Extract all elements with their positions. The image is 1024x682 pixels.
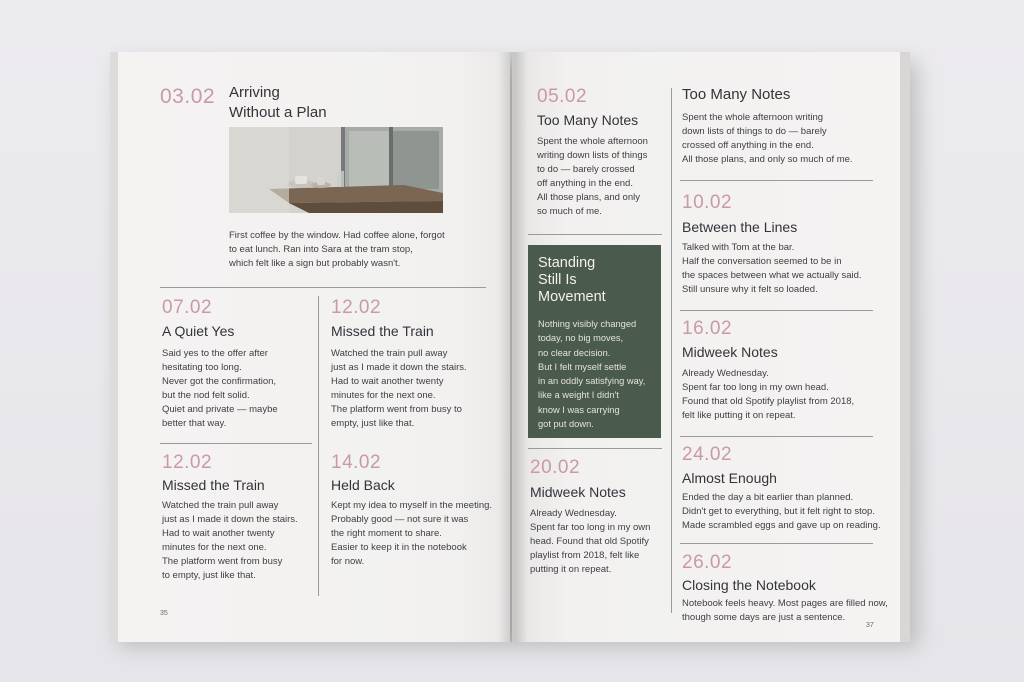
entry-0302-date: 03.02 (160, 85, 216, 108)
feature-title-line: Standing (538, 255, 596, 271)
entry-0702-title: A Quiet Yes (162, 323, 235, 339)
entry-2402-title: Almost Enough (682, 470, 777, 486)
entry-top-line: crossed off anything in the end. (682, 140, 814, 151)
column-divider (671, 88, 672, 613)
entry-1002-date: 10.02 (682, 192, 733, 213)
entry-1002-line: the spaces between what we actually said. (682, 270, 862, 281)
entry-0702-line: but the nod felt solid. (162, 390, 250, 401)
entry-0702-line: Said yes to the offer after (162, 348, 268, 359)
entry-1002-body (682, 241, 862, 297)
column-divider (318, 296, 319, 596)
feature-line: like a weight I didn't (538, 390, 619, 401)
entry-1002-line: Half the conversation seemed to be in (682, 256, 842, 267)
entry-top-title: Too Many Notes (682, 86, 791, 103)
entry-1202a-title: Missed the Train (331, 323, 434, 339)
entry-2602-line: Notebook feels heavy. Most pages are filled now, (682, 598, 888, 609)
entry-1202a-line: The platform went from busy to (331, 404, 462, 415)
entry-0302-line: which felt like a sign but probably wasn't. (229, 258, 401, 269)
entry-1202a-date: 12.02 (331, 297, 382, 318)
entry-1202b-line: The platform went from busy (162, 556, 283, 567)
feature-body (538, 317, 645, 431)
entry-1402-title: Held Back (331, 477, 395, 493)
entry-1202b-line: minutes for the next one. (162, 542, 267, 553)
entry-2402-line: Didn't get to everything, but it felt right to stop. (682, 506, 875, 517)
entry-2402-body (682, 491, 881, 533)
entry-1402-line: Kept my idea to myself in the meeting. (331, 500, 493, 511)
entry-2002-line: putting it on repeat. (530, 564, 612, 575)
entry-2602-title: Closing the Notebook (682, 577, 816, 593)
divider (160, 443, 312, 444)
entry-2602-body (682, 597, 888, 625)
entry-1202a-line: Had to wait another twenty (331, 376, 444, 387)
entry-0502-line: Spent the whole afternoon (537, 136, 648, 147)
left-page-number: 35 (160, 610, 168, 617)
entry-2402-line: Ended the day a bit earlier than planned. (682, 492, 854, 503)
entry-1602-title: Midweek Notes (682, 344, 778, 360)
entry-1402-line: for now. (331, 556, 365, 567)
feature-line: in an oddly satisfying way, (538, 376, 646, 387)
coffee-window-photo (229, 127, 443, 213)
entry-1002-title: Between the Lines (682, 219, 798, 235)
entry-top-line: down lists of things to do — barely (682, 126, 827, 137)
entry-2002-line: Spent far too long in my own (530, 522, 651, 533)
entry-0702-line: better that way. (162, 418, 227, 429)
entry-0302-title (229, 83, 327, 123)
entry-1002-line: Talked with Tom at the bar. (682, 242, 795, 253)
entry-1202b-line: Watched the train pull away (162, 500, 279, 511)
divider (680, 310, 873, 311)
entry-1402-line: Probably good — not sure it was (331, 514, 469, 525)
divider (680, 543, 873, 544)
entry-0502-body (537, 135, 648, 219)
entry-1402-date: 14.02 (331, 452, 382, 473)
entry-top-line: Spent the whole afternoon writing (682, 112, 824, 123)
entry-2602-line: though some days are just a sentence. (682, 612, 846, 623)
divider (528, 448, 662, 449)
entry-0502-title: Too Many Notes (537, 112, 639, 128)
entry-0302-title-line2: Without a Plan (229, 104, 327, 121)
entry-1002-line: Still unsure why it felt so loaded. (682, 284, 818, 295)
entry-2402-date: 24.02 (682, 444, 733, 465)
entry-0502-line: All those plans, and only (537, 192, 640, 203)
entry-1202b-body (162, 499, 298, 583)
feature-title (538, 255, 606, 306)
entry-2002-title: Midweek Notes (530, 484, 626, 500)
entry-2002-body (530, 507, 650, 577)
entry-0302-line: to eat lunch. Ran into Sara at the tram stop, (229, 244, 413, 255)
entry-0702-date: 07.02 (162, 297, 213, 318)
entry-0502-line: so much of me. (537, 206, 602, 217)
entry-top-line: All those plans, and only so much of me. (682, 154, 853, 165)
book-gutter (498, 52, 528, 642)
feature-line: Nothing visibly changed (538, 319, 637, 329)
entry-0502-line: to do — barely crossed (537, 164, 635, 175)
entry-1602-date: 16.02 (682, 318, 733, 339)
entry-0502-date: 05.02 (537, 86, 588, 107)
entry-1402-line: the right moment to share. (331, 528, 442, 539)
entry-0502-line: off anything in the end. (537, 178, 633, 189)
entry-2402-line: Made scrambled eggs and gave up on reading. (682, 520, 881, 531)
entry-1402-line: Easier to keep it in the notebook (331, 542, 467, 553)
entry-1202b-title: Missed the Train (162, 477, 265, 493)
entry-2002-date: 20.02 (530, 457, 581, 478)
entry-1602-line: Already Wednesday. (682, 368, 769, 379)
entry-2002-line: Already Wednesday. (530, 508, 617, 519)
feature-line: no clear decision. (538, 347, 611, 358)
entry-0302-body (229, 229, 445, 271)
divider (680, 436, 873, 437)
feature-line: know I was carrying (538, 404, 620, 415)
feature-line: But I felt myself settle (538, 361, 627, 372)
entry-1202b-line: to empty, just like that. (162, 570, 256, 581)
entry-1602-line: Found that old Spotify playlist from 2018, (682, 396, 855, 407)
entry-2602-date: 26.02 (682, 552, 733, 573)
entry-0702-line: Never got the confirmation, (162, 376, 277, 387)
entry-0302-line: First coffee by the window. Had coffee alone, forgot (229, 230, 445, 241)
photo-illustration (229, 127, 443, 213)
entry-0702-line: Quiet and private — maybe (162, 404, 278, 415)
entry-1602-body (682, 367, 854, 423)
entry-0502-line: writing down lists of things (537, 150, 648, 161)
entry-1202a-body (331, 347, 467, 431)
entry-0302-title-line1: Arriving (229, 84, 280, 101)
entry-1202a-line: empty, just like that. (331, 418, 415, 429)
entry-1202a-line: Watched the train pull away (331, 348, 448, 359)
entry-1202a-line: minutes for the next one. (331, 390, 436, 401)
entry-0702-line: hesitating too long. (162, 362, 242, 373)
entry-2002-line: playlist from 2018, felt like (530, 550, 640, 561)
entry-1602-line: Spent far too long in my own head. (682, 382, 829, 393)
divider (160, 287, 486, 288)
entry-1202b-date: 12.02 (162, 452, 213, 473)
feature-line: got put down. (538, 419, 594, 430)
entry-2002-line: head. Found that old Spotify (530, 536, 649, 547)
entry-top-body (682, 111, 853, 167)
right-page-number: 37 (866, 622, 874, 629)
entry-1202a-line: just as I made it down the stairs. (331, 362, 467, 373)
entry-1402-body (331, 499, 492, 569)
entry-0702-body (162, 347, 278, 431)
divider (528, 234, 662, 235)
divider (680, 180, 873, 181)
entry-1602-line: felt like putting it on repeat. (682, 410, 796, 421)
entry-1202b-line: Had to wait another twenty (162, 528, 275, 539)
feature-box (528, 245, 661, 438)
feature-title-line: Movement (538, 289, 606, 305)
feature-title-line: Still Is (538, 272, 577, 288)
feature-line: today, no big moves, (538, 333, 624, 344)
entry-1202b-line: just as I made it down the stairs. (162, 514, 298, 525)
